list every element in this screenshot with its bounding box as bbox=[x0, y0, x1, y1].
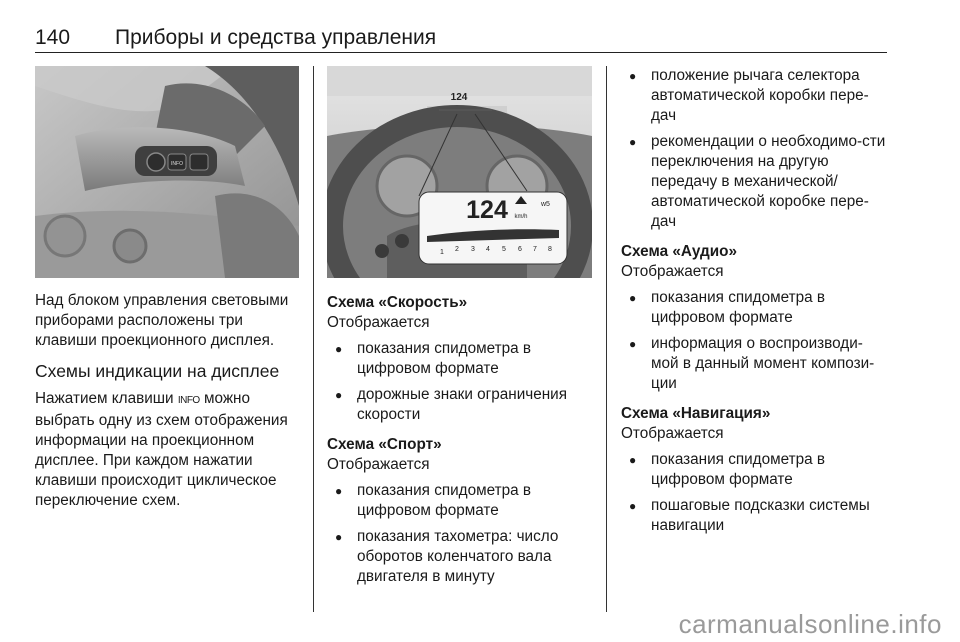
list-item: ● дорожные знаки ограничения скорости bbox=[327, 385, 599, 425]
list-item: ● показания спидометра в цифровом формате bbox=[621, 450, 889, 490]
section-title: Схема «Аудио» bbox=[621, 243, 737, 260]
hud-illustration bbox=[327, 66, 592, 278]
section-title: Схема «Скорость» bbox=[327, 294, 468, 311]
bullet-list bbox=[327, 481, 599, 587]
section-lead: Отображается bbox=[327, 456, 430, 473]
list-item: ● положение рычага селектора автоматической коробки пере-дач bbox=[621, 66, 889, 126]
hud-speed-small: 124 bbox=[450, 92, 468, 103]
list-item: ● рекомендации о необходимо-сти переключения на другую передачу в механической/ автоматической коробке пере-дач bbox=[621, 132, 889, 232]
body-text: можно выбрать одну из схем отображения информации на проекционном дисплее. При каждом нажатии клавиши происходит циклическое переключение схем. bbox=[35, 390, 288, 509]
page-header bbox=[35, 22, 887, 53]
list-item: ● показания спидометра в цифровом формате bbox=[327, 339, 599, 379]
section-heading: Схемы индикации на дисплее bbox=[35, 361, 280, 381]
tacho-label: 6 bbox=[518, 246, 522, 253]
section-title: Схема «Спорт» bbox=[327, 436, 442, 453]
section-title: Схема «Навигация» bbox=[621, 405, 771, 422]
info-key-label: INFO bbox=[171, 161, 183, 167]
page-number: 140 bbox=[35, 26, 71, 49]
column-divider bbox=[606, 66, 607, 612]
tacho-label: 7 bbox=[533, 246, 537, 253]
tacho-label: 4 bbox=[486, 246, 490, 253]
list-item: ● показания тахометра: число оборотов коленчатого вала двигателя в минуту bbox=[327, 527, 599, 587]
column-3-text bbox=[621, 66, 889, 536]
tacho-label: 2 bbox=[455, 246, 459, 253]
info-button-glyph: INFO bbox=[177, 395, 200, 406]
section-lead: Отображается bbox=[621, 425, 724, 442]
bullet-list bbox=[621, 288, 889, 394]
list-item: ● показания спидометра в цифровом формате bbox=[327, 481, 599, 521]
body-text: Нажатием клавиши bbox=[35, 390, 178, 407]
hud-figure bbox=[327, 66, 592, 278]
bullet-list bbox=[327, 339, 599, 425]
body-paragraph bbox=[35, 389, 305, 511]
section-lead: Отображается bbox=[327, 314, 430, 331]
hud-unit: km/h bbox=[514, 214, 528, 220]
tacho-label: 3 bbox=[471, 246, 475, 253]
watermark: carmanualsonline.info bbox=[678, 609, 942, 639]
hud-gear: w5 bbox=[541, 201, 550, 208]
column-2-text bbox=[327, 293, 599, 587]
tacho-label: 1 bbox=[440, 249, 444, 256]
column-divider bbox=[313, 66, 314, 612]
switch-block-illustration bbox=[35, 66, 299, 278]
list-item: ● пошаговые подсказки системы навигации bbox=[621, 496, 889, 536]
tacho-label: 5 bbox=[502, 246, 506, 253]
bullet-list bbox=[621, 450, 889, 536]
switch-block-figure bbox=[35, 66, 299, 278]
bullet-list bbox=[621, 66, 889, 232]
hud-speed-zoom: 124 bbox=[466, 196, 508, 224]
page-title: Приборы и средства управления bbox=[115, 26, 437, 49]
column-1-text bbox=[35, 291, 305, 511]
section-lead: Отображается bbox=[621, 263, 724, 280]
tacho-label: 8 bbox=[548, 246, 552, 253]
intro-paragraph: Над блоком управления световыми приборами расположены три клавиши проекционного дисплея. bbox=[35, 292, 289, 349]
list-item: ● информация о воспроизводи-мой в данный момент компози-ции bbox=[621, 334, 889, 394]
list-item: ● показания спидометра в цифровом формате bbox=[621, 288, 889, 328]
